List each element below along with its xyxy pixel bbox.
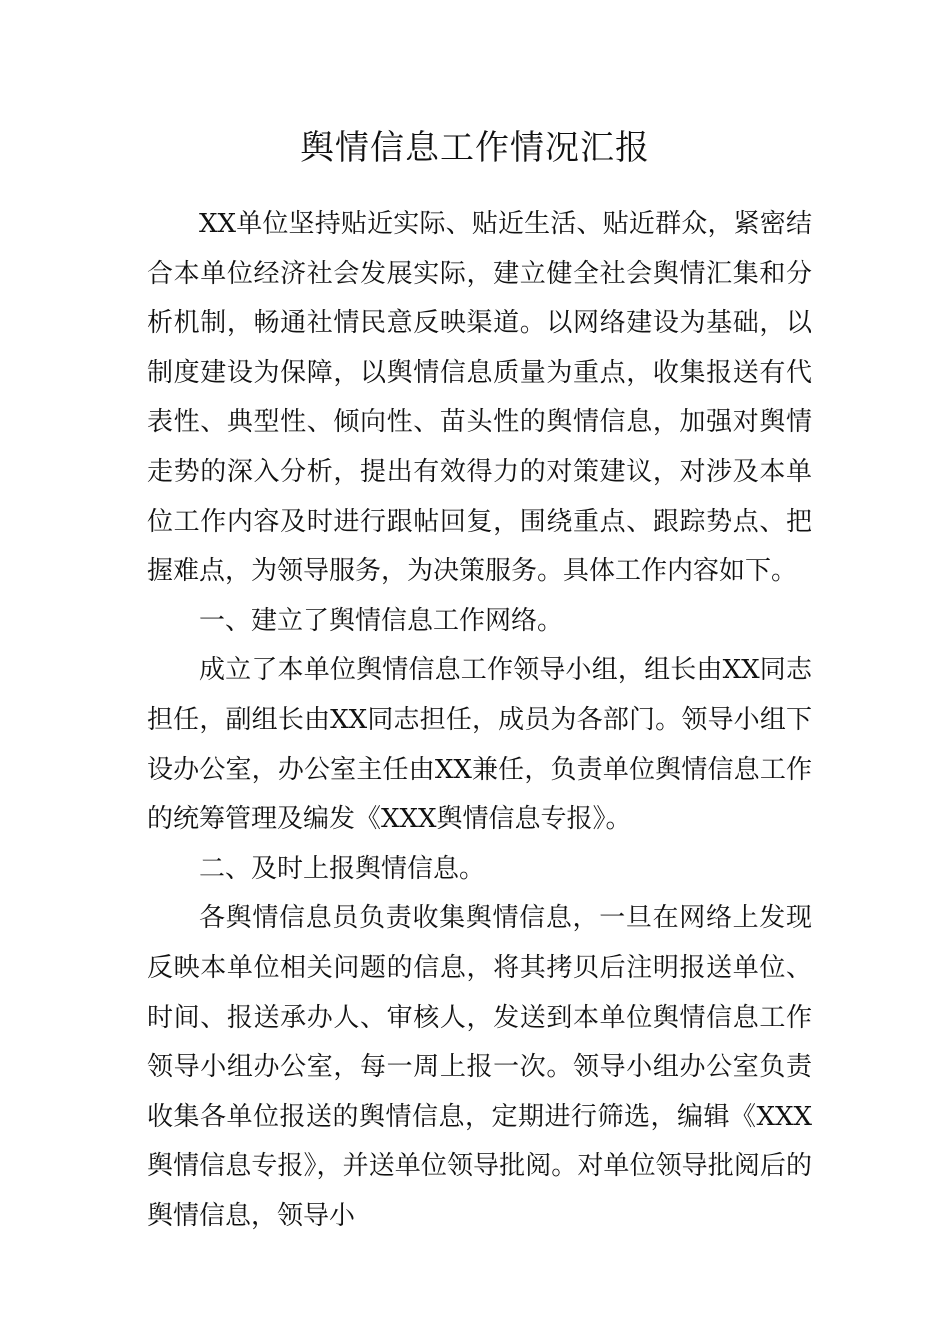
intro-paragraph: XX单位坚持贴近实际、贴近生活、贴近群众，紧密结合本单位经济社会发展实际，建立健全社会舆情汇集和分析机制，畅通社情民意反映渠道。以网络建设为基础，以制度建设为保障，以舆情信息质量为重点，收集报送有代表性、典型性、倾向性、苗头性的舆情信息，加强对舆情走势的深入分析，提出有效得力的对策建议，对涉及本单位工作内容及时进行跟帖回复，围绕重点、跟踪势点、把握难点，为领导服务，为决策服务。具体工作内容如下。 — [147, 209, 812, 587]
document-title: 舆情信息工作情况汇报 — [300, 128, 650, 168]
section-heading-2: 二、及时上报舆情信息。 — [199, 853, 486, 884]
section-1-paragraph: 成立了本单位舆情信息工作领导小组，组长由XX同志担任，副组长由XX同志担任，成员为各部门。领导小组下设办公室，办公室主任由XX兼任，负责单位舆情信息工作的统筹管理及编发《XXX舆情信息专报》。 — [147, 655, 812, 835]
section-heading-1: 一、建立了舆情信息工作网络。 — [199, 605, 564, 636]
section-2-paragraph: 各舆情信息员负责收集舆情信息，一旦在网络上发现反映本单位相关问题的信息，将其拷贝后注明报送单位、时间、报送承办人、审核人，发送到本单位舆情信息工作领导小组办公室，每一周上报一次。领导小组办公室负责收集各单位报送的舆情信息，定期进行筛选，编辑《XXX舆情信息专报》，并送单位领导批阅。对单位领导批阅后的舆情信息，领导小 — [147, 903, 812, 1231]
document-body — [147, 200, 812, 1241]
